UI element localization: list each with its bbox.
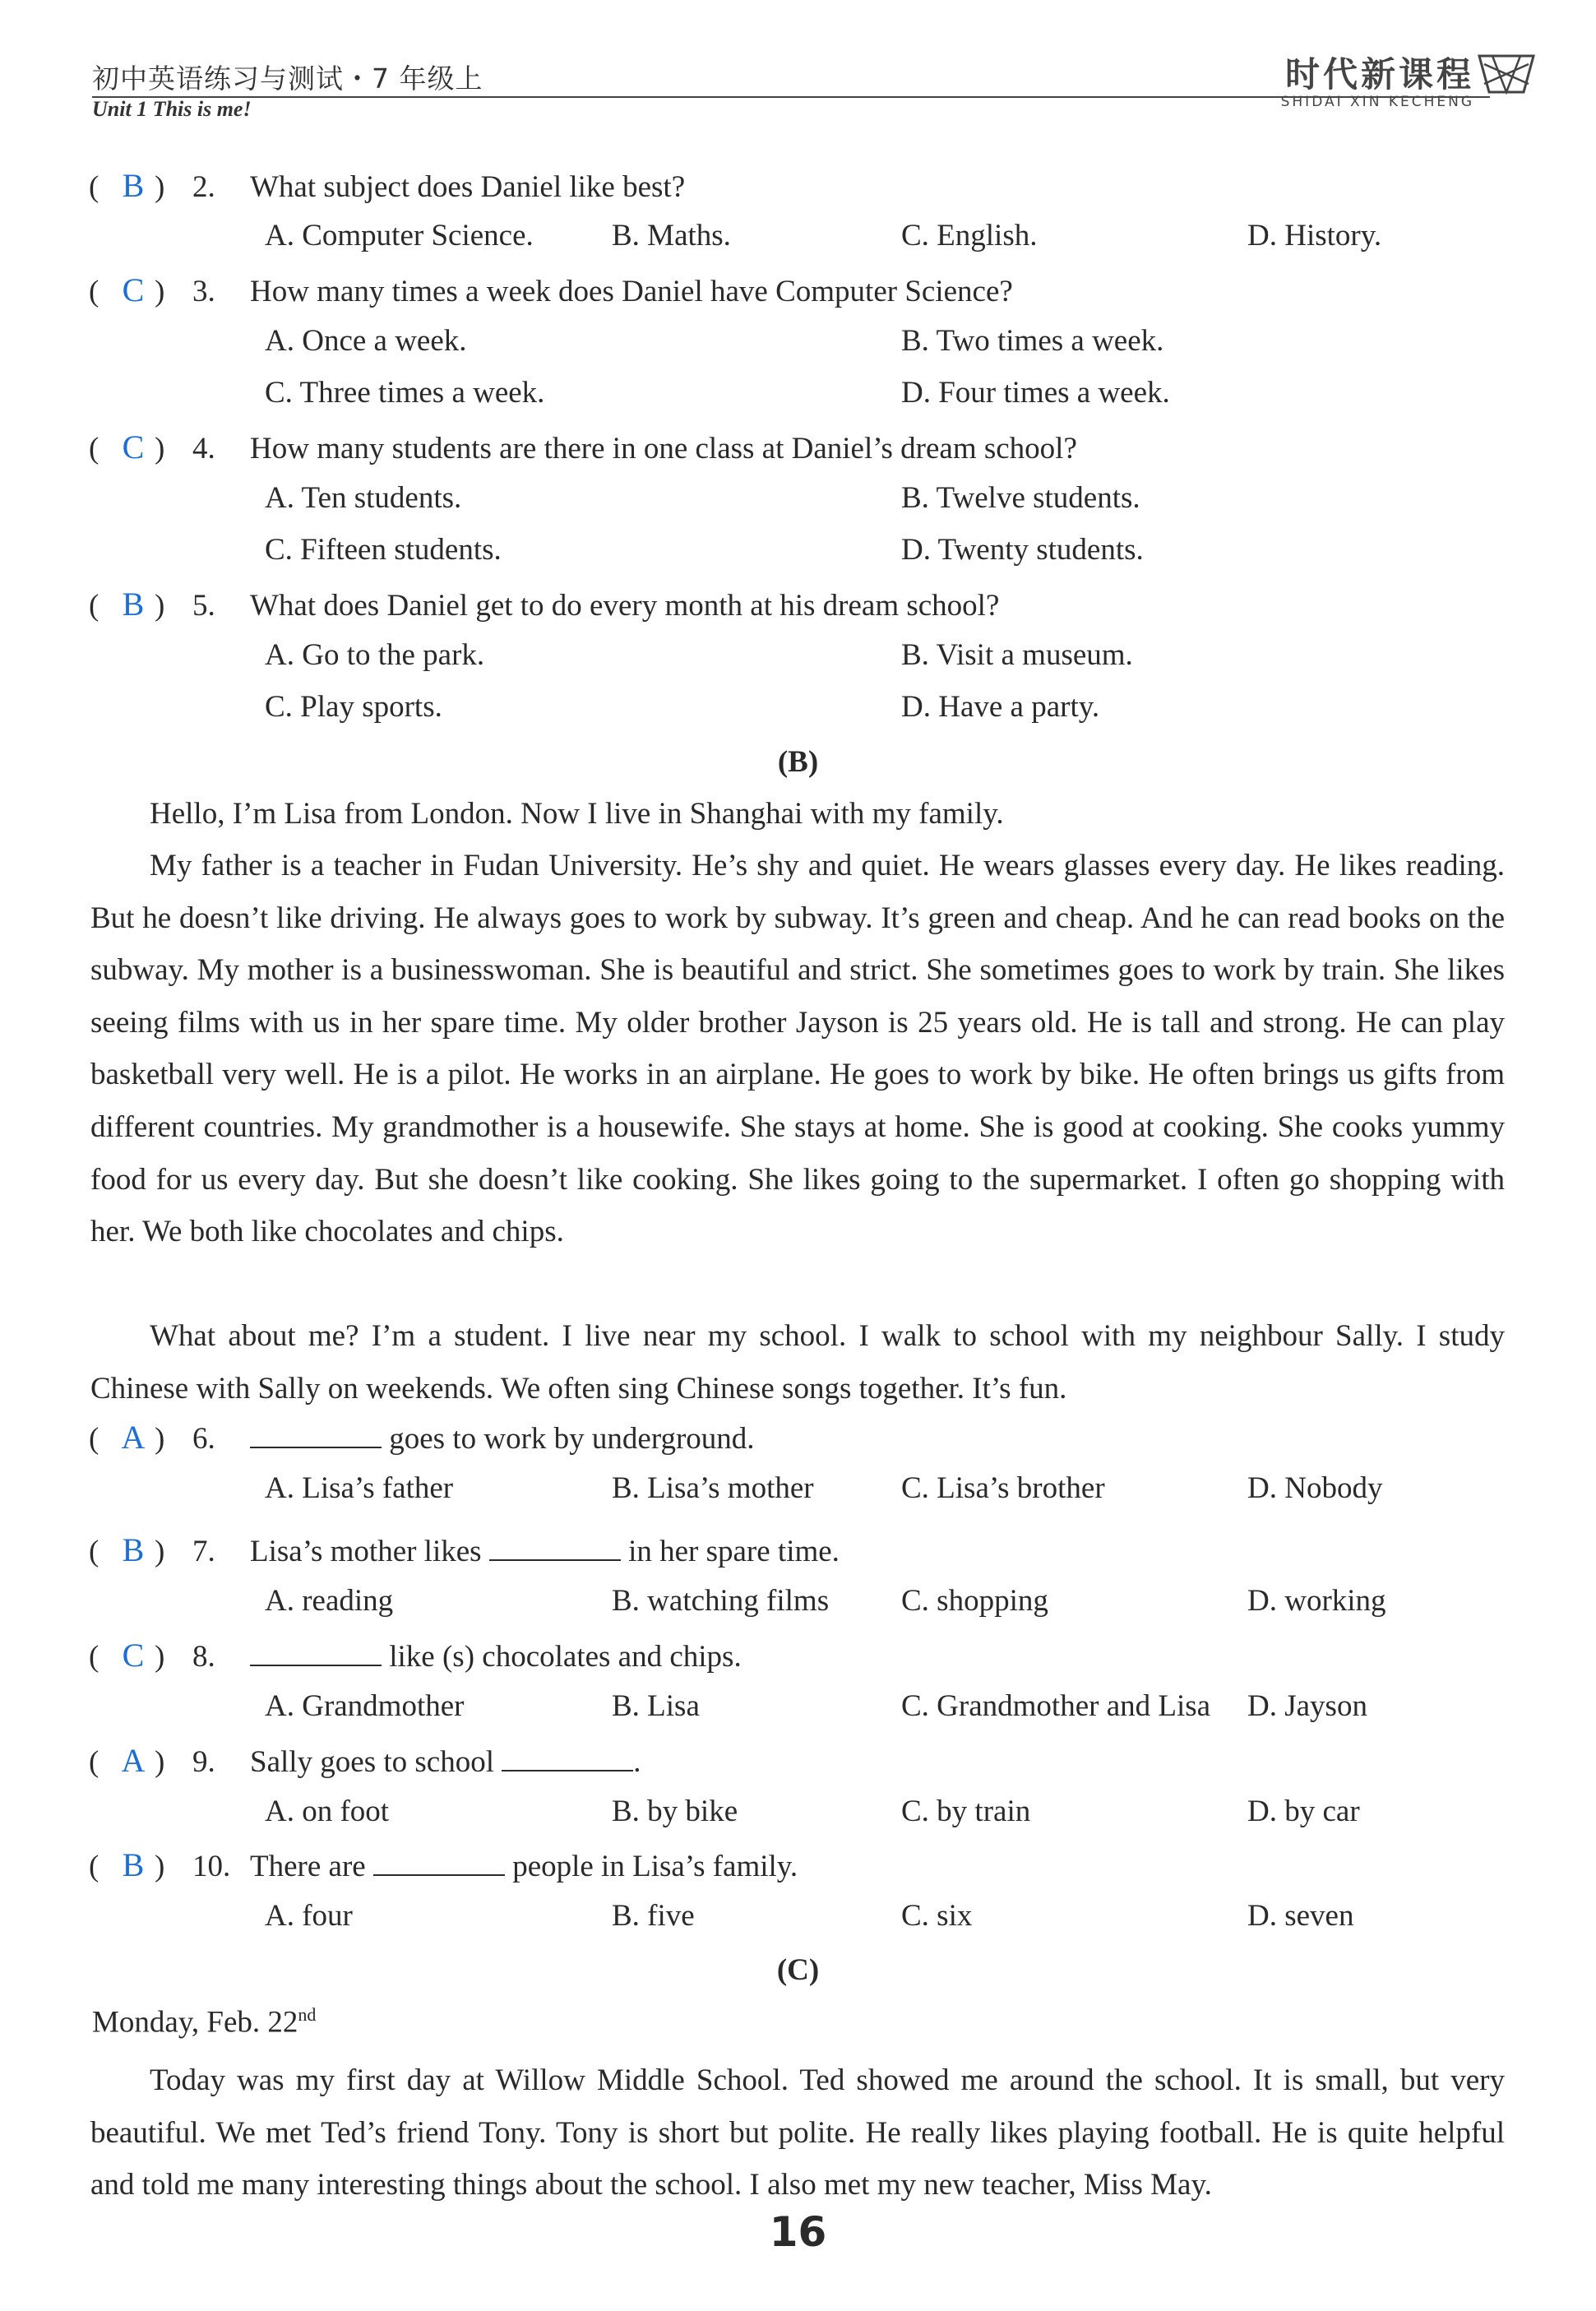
option-a: A. on foot — [265, 1795, 390, 1828]
option-b: B. five — [612, 1899, 695, 1933]
option-c: C. by train — [901, 1795, 1031, 1828]
option-a: A. Computer Science. — [265, 219, 534, 252]
answer-blank — [250, 1422, 382, 1448]
answer-2: B — [122, 167, 145, 204]
answer-10: B — [122, 1846, 145, 1883]
question-7: ( B ) 7. Lisa’s mother likes in her spare time. — [89, 1531, 840, 1568]
diary-date: Monday, Feb. 22nd — [92, 2004, 317, 2040]
question-2: ( B ) 2. What subject does Daniel like best? — [89, 167, 686, 204]
question-5: ( B ) 5. What does Daniel get to do every month at his dream school? — [89, 586, 1000, 623]
passage-b-paragraph-1: Hello, I’m Lisa from London. Now I live in Shanghai with my family. — [150, 797, 1004, 831]
option-c: C. Play sports. — [265, 690, 442, 724]
brand-name-cn: 时代新课程 — [1284, 54, 1474, 95]
option-a: A. four — [265, 1899, 353, 1933]
question-text: How many times a week does Daniel have Computer Science? — [250, 275, 1013, 308]
option-c: C. shopping — [901, 1584, 1048, 1618]
question-6: ( A ) 6. goes to work by underground. — [89, 1419, 755, 1456]
option-d: D. Nobody — [1247, 1471, 1383, 1505]
question-number: 7. — [192, 1535, 215, 1568]
question-number: 3. — [192, 275, 215, 308]
answer-blank — [489, 1535, 621, 1561]
book-title: 初中英语练习与测试・7 年级上 — [92, 63, 483, 95]
question-text: goes to work by underground. — [250, 1421, 755, 1457]
question-9: ( A ) 9. Sally goes to school . — [89, 1742, 641, 1779]
passage-b-paragraph-2: My father is a teacher in Fudan University. He’s shy and quiet. He wears glasses every day. He likes reading. But he doesn’t like driving. He always goes to work by subway. It’s green and cheap. And he can read books on the subway. My mother is a businesswoman. She is beautiful and strict. She sometimes goes to work by train. She likes seeing films with us in her spare time. My older brother Jayson is 25 years old. He is tall and strong. He can play basketball very well. He is a pilot. He works in an airplane. He goes to work by bike. He often brings us gifts from different countries. My grandmother is a housewife. She stays at home. She is good at cooking. She cooks yummy food for us every day. But she doesn’t like cooking. She likes going to the supermarket. I often go shopping with her. We both like chocolates and chips. — [90, 849, 1505, 1249]
answer-blank — [250, 1640, 382, 1666]
brand-name-en: SHIDAI XIN KECHENG — [1280, 94, 1474, 110]
brand-logo-icon — [1476, 51, 1537, 97]
answer-6: A — [121, 1419, 146, 1456]
answer-8: C — [122, 1637, 145, 1674]
option-b: B. watching films — [612, 1584, 830, 1618]
question-text: How many students are there in one class at Daniel’s dream school? — [250, 432, 1077, 465]
question-text: There are people in Lisa’s family. — [250, 1850, 798, 1883]
passage-b-paragraph-3: What about me? I’m a student. I live near my school. I walk to school with my neighbour Sally. I study Chinese with Sally on weekends. We often sing Chinese songs together. It’s fun. — [90, 1319, 1505, 1406]
option-b: B. Two times a week. — [901, 324, 1164, 358]
option-b: B. Twelve students. — [901, 481, 1140, 515]
question-3: ( C ) 3. How many times a week does Daniel have Computer Science? — [89, 271, 1013, 308]
option-d: D. by car — [1247, 1795, 1360, 1828]
option-c: C. English. — [901, 219, 1038, 252]
option-a: A. Ten students. — [265, 481, 462, 515]
question-number: 9. — [192, 1745, 215, 1779]
question-number: 10. — [192, 1850, 231, 1883]
question-text: Sally goes to school . — [250, 1745, 641, 1779]
section-heading-b: (B) — [777, 745, 819, 779]
section-heading-c: (C) — [776, 1953, 820, 1987]
question-4: ( C ) 4. How many students are there in one class at Daniel’s dream school? — [89, 428, 1077, 465]
question-number: 6. — [192, 1422, 215, 1456]
question-number: 8. — [192, 1640, 215, 1674]
option-d: D. History. — [1247, 219, 1382, 252]
page-number: 16 — [769, 2208, 827, 2256]
option-c: C. Three times a week. — [265, 376, 545, 410]
option-d: D. working — [1247, 1584, 1386, 1618]
answer-blank — [502, 1745, 633, 1771]
answer-blank — [373, 1850, 505, 1876]
brand — [1281, 48, 1474, 110]
question-10: ( B ) 10. There are people in Lisa’s family. — [89, 1846, 798, 1883]
option-c: C. six — [901, 1899, 973, 1933]
option-d: D. Four times a week. — [901, 376, 1170, 410]
option-d: D. Have a party. — [901, 690, 1100, 724]
question-text: What subject does Daniel like best? — [250, 170, 686, 204]
option-b: B. Lisa — [612, 1689, 700, 1723]
answer-9: A — [121, 1742, 146, 1779]
question-number: 2. — [192, 170, 215, 204]
option-c: C. Fifteen students. — [265, 533, 502, 567]
option-a: A. reading — [265, 1584, 394, 1618]
option-b: B. by bike — [612, 1795, 738, 1828]
option-d: D. Twenty students. — [901, 533, 1144, 567]
passage-c-paragraph: Today was my first day at Willow Middle School. Ted showed me around the school. It is small, but very beautiful. We met Ted’s friend Tony. Tony is short but polite. He really likes playing football. He is quite helpful and told me many interesting things about the school. I also met my new teacher, Miss May. — [90, 2063, 1505, 2202]
option-b: B. Visit a museum. — [901, 638, 1133, 672]
question-number: 4. — [192, 432, 215, 465]
option-b: B. Maths. — [612, 219, 731, 252]
question-text: Lisa’s mother likes in her spare time. — [250, 1535, 840, 1568]
question-text: What does Daniel get to do every month at his dream school? — [250, 589, 1000, 623]
answer-7: B — [122, 1531, 145, 1568]
unit-title: Unit 1 This is me! — [92, 97, 252, 121]
answer-5: B — [122, 586, 145, 623]
question-8: ( C ) 8. like (s) chocolates and chips. — [89, 1637, 742, 1674]
option-c: C. Grandmother and Lisa — [901, 1689, 1211, 1723]
option-c: C. Lisa’s brother — [901, 1471, 1105, 1505]
option-d: D. Jayson — [1247, 1689, 1367, 1723]
question-text: like (s) chocolates and chips. — [250, 1639, 742, 1674]
option-a: A. Go to the park. — [265, 638, 485, 672]
answer-3: C — [122, 271, 145, 308]
option-d: D. seven — [1247, 1899, 1354, 1933]
option-a: A. Once a week. — [265, 324, 467, 358]
answer-4: C — [122, 428, 145, 465]
question-number: 5. — [192, 589, 215, 623]
option-a: A. Grandmother — [265, 1689, 465, 1723]
option-b: B. Lisa’s mother — [612, 1471, 814, 1505]
option-a: A. Lisa’s father — [265, 1471, 454, 1505]
